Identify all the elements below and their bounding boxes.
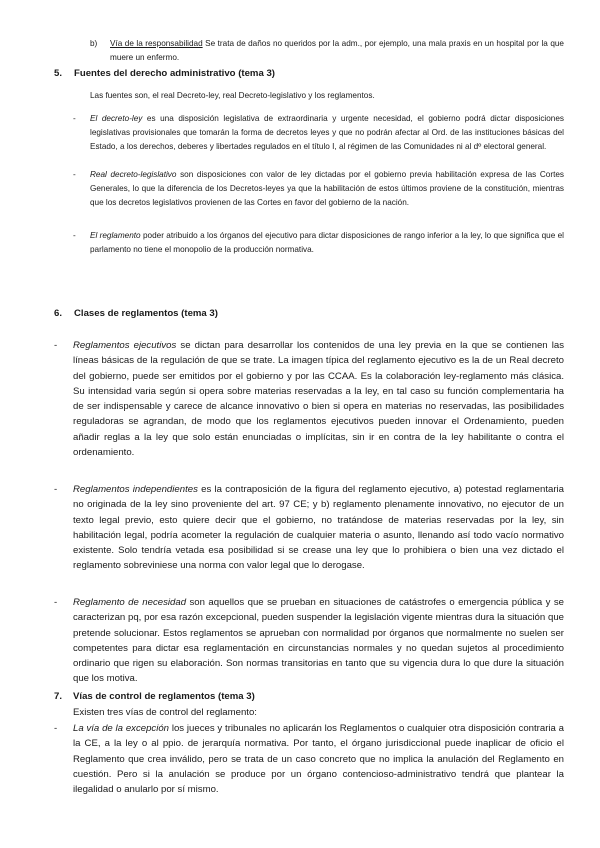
- item-b-term: Vía de la responsabilidad: [110, 39, 203, 48]
- section5-item-2: [90, 168, 564, 210]
- section5-item-1-text: es una disposición legislativa de extraordinaria y urgente necesidad, el gobierno podrá dictar disposiciones legislativas provisionales que tomarán la forma de decretos leyes y que no podrán afectar al Ord. de las instituciones básicas del Estado, a los derechos, deberes y libertades regulados en el título I, al régimen de las Comunidades ni al dº electoral general.: [90, 114, 564, 151]
- section7-item-1: [73, 721, 564, 797]
- item-b-text: Se trata de daños no queridos por la adm., por ejemplo, una mala praxis en un hospital por la que muere un enfermo.: [110, 39, 564, 62]
- section7-intro: Existen tres vías de control del reglamento:: [73, 707, 257, 718]
- section5-item-3-text: poder atribuido a los órganos del ejecutivo para dictar disposiciones de rango inferior a la ley, lo que significa que el parlamento no tiene el monopolio de la producción normativa.: [90, 231, 564, 254]
- section5-item-3-marker: -: [73, 231, 76, 240]
- section7-item-1-term: La vía de la excepción: [73, 723, 170, 734]
- section5-intro: Las fuentes son, el real Decreto-ley, real Decreto-legislativo y los reglamentos.: [90, 91, 375, 100]
- section5-item-2-term: Real decreto-legislativo: [90, 170, 177, 179]
- section5-item-3: [90, 229, 564, 257]
- section6-item-1-term: Reglamentos ejecutivos: [73, 340, 177, 351]
- section5-item-3-term: El reglamento: [90, 231, 141, 240]
- section5-title: Fuentes del derecho administrativo (tema 3): [74, 68, 275, 79]
- section7-title: Vías de control de reglamentos (tema 3): [73, 691, 255, 702]
- section6-item-2-text: es la contraposición de la figura del reglamento ejecutivo, a) potestad reglamentaria no originada de la ley sino proveniente del art. 97 CE; y b) reglamento plenamente innovativo, no ejecutor de un texto legal previo, esto quiere decir que el gobierno, no tratándose de materias reservadas por la ley, sin habilitación legal, podría acometer la regulación de cualquier materia o asunto, llenando así todo vacío normativo existente. Solo tendría vetada esa posibilidad si se crease una ley que lo prohibiera o bien una vez dictado el reglamento sobreviniese una norma con valor legal que lo derogase.: [73, 484, 564, 572]
- section6-item-1: [73, 338, 564, 460]
- section6-item-1-text: se dictan para desarrollar los contenidos de una ley previa en la que se contienen las líneas básicas de la regulación de que se trate. La imagen típica del reglamento ejecutivo es la de un Real decreto del gobierno, puede ser emitidos por el gobierno y por las CCAA. Es la colaboración ley-reglamento más clásica. Su intensidad varia según si opera sobre materias reservadas a la ley, en tal caso su función complementaria ha de ser indispensable y carece de alcance innovativo o bien si opera en materias no reservadas, las posibilidades reguladoras se agrandan, de modo que los reglamentos ejecutivos pueden innovar el Ordenamiento, pueden añadir reglas a la ley que solo están enunciadas o implícitas, sin ir en contra de la ley habilitante o contra el ordenamiento.: [73, 340, 565, 459]
- section5-item-2-text: son disposiciones con valor de ley dictadas por el gobierno previa habilitación expresa de las Cortes Generales, lo que la diferencia de los Decretos-leyes ya que la habilitación de estos últimos proviene de la constitución, mientras que los decretos legislativos provienen de las Cortes en favor del gobierno de la nación.: [90, 170, 564, 207]
- section7-item-1-text: los jueces y tribunales no aplicarán los Reglamentos o cualquier otra disposición contraria a la CE, a la ley o al ppio. de jerarquía normativa. Por tanto, el órgano jurisdiccional puede inaplicar de oficio el Reglamento que crea inválido, pero se trata de un caso concreto que no implica la anulación del Reglamento en cuestión. Pero si la anulación se produce por un órgano contencioso-administrativo tendrá que plantear la ilegalidad o anularlo por sí mismo.: [73, 723, 564, 796]
- section6-number: 6.: [54, 308, 63, 319]
- section5-item-2-marker: -: [73, 170, 76, 179]
- section6-item-2: [73, 482, 564, 574]
- section6-item-3-marker: -: [54, 597, 58, 608]
- item-b-marker: b): [90, 39, 98, 48]
- section6-item-2-term: Reglamentos independientes: [73, 484, 198, 495]
- section6-title: Clases de reglamentos (tema 3): [74, 308, 218, 319]
- item-b-paragraph: [110, 37, 564, 65]
- section5-number: 5.: [54, 68, 63, 79]
- section6-item-3-term: Reglamento de necesidad: [73, 597, 187, 608]
- section7-number: 7.: [54, 691, 63, 702]
- section5-item-1-term: El decreto-ley: [90, 114, 143, 123]
- section6-item-3-text: son aquellos que se prueban en situaciones de catástrofes o emergencia pública y se caracterizan pq, por esa razón excepcional, pueden suspender la legislación vigente mientras dura la situación que pretende solucionar. Estos reglamentos se aprueban con normalidad por órganos que normalmente no suelen ser competentes para dictar esa reglamentación en circunstancias normales y no quedan sujetos al procedimiento ordinario que rigen su elaboración. Son normas transitorias en tanto que su vigencia dura lo que dure la situación que los motiva.: [73, 597, 564, 685]
- section5-item-1-marker: -: [73, 114, 76, 123]
- section5-item-1: [90, 112, 564, 154]
- section7-item-1-marker: -: [54, 723, 58, 734]
- section6-item-2-marker: -: [54, 484, 58, 495]
- section6-item-3: [73, 595, 564, 687]
- section6-item-1-marker: -: [54, 340, 58, 351]
